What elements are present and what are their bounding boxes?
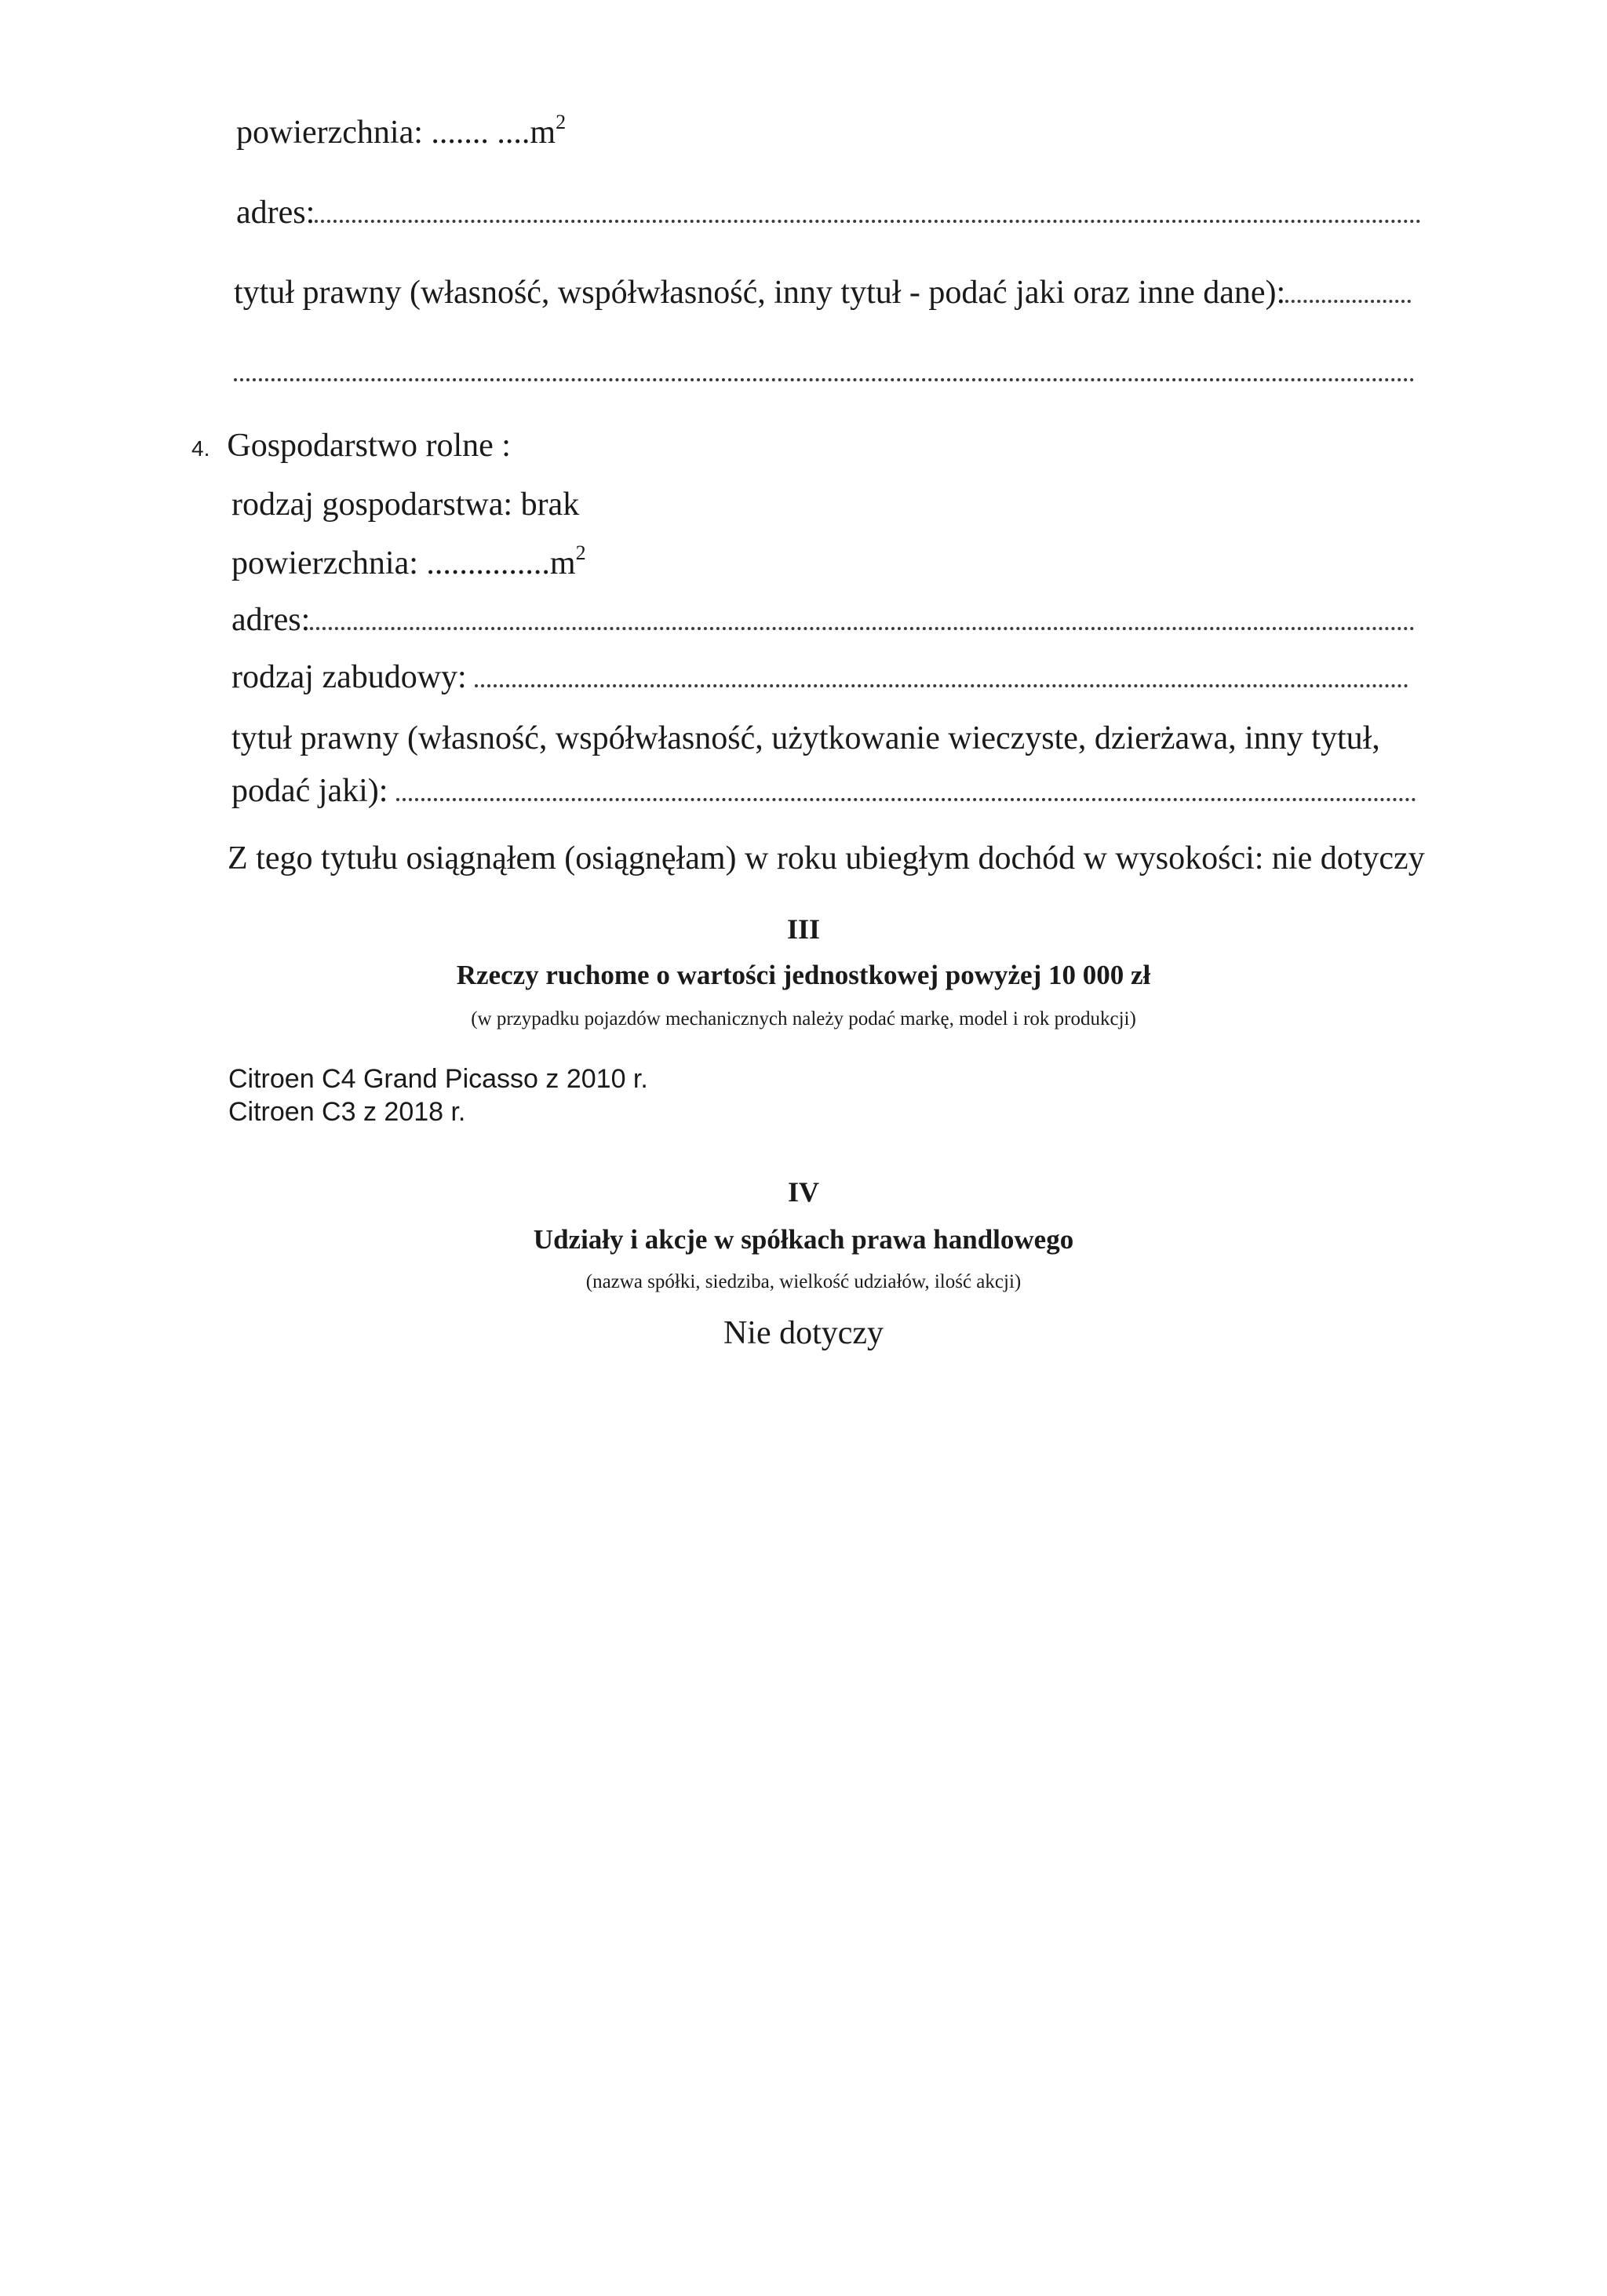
farm-address-label: adres: [231,602,311,638]
movable-item-1: Citroen C4 Grand Picasso z 2010 r. [228,1064,648,1094]
section-4-answer: Nie dotyczy [723,1315,884,1351]
farm-title-line [191,429,511,462]
farm-surface-unit: m [549,545,576,581]
farm-legal-title-line2 [231,774,1416,807]
section-3-number: III [786,913,821,945]
address-dots [315,196,1421,223]
farm-address-line [231,603,1415,636]
farm-surface-unit-sup: 2 [575,541,586,564]
farm-legal-title-1: tytuł prawny (własność, współwłasność, użytkowanie wieczyste, dzierżawa, inny tytuł, [231,720,1380,756]
farm-legal-title-2: podać jaki): [231,773,388,809]
legal-title-continuation [234,355,1415,388]
farm-type-line [231,488,579,521]
legal-title-dots [1285,276,1411,303]
farm-surface-line [231,541,586,581]
legal-title-line-top [234,276,1411,309]
section-4-number: IV [787,1176,819,1208]
surface-line-top [236,111,567,151]
address-line-top [236,196,1421,229]
farm-title: Gospodarstwo rolne : [227,428,511,464]
section-3-note: (w przypadku pojazdów mechanicznych należy podać markę, model i rok produkcji) [471,1008,1136,1030]
section-4-heading: Udziały i akcje w spółkach prawa handlowego [533,1224,1074,1255]
farm-address-dots [310,603,1415,630]
address-label: adres: [236,195,315,231]
surface-unit: m [530,115,556,151]
movable-item-2: Citroen C3 z 2018 r. [228,1097,466,1127]
legal-title-dots-2 [234,355,1415,381]
section-3-heading: Rzeczy ruchome o wartości jednostkowej powyżej 10 000 zł [456,960,1151,990]
section-4-note: (nazwa spółki, siedziba, wielkość udziałów, ilość akcji) [585,1271,1022,1292]
farm-legal-title-dots [396,774,1416,801]
farm-type: rodzaj gospodarstwa: brak [231,487,580,523]
legal-title-label: tytuł prawny (własność, współwłasność, inny tytuł - podać jaki oraz inne dane): [234,275,1286,311]
farm-building-label: rodzaj zabudowy: [231,659,467,695]
farm-income: Z tego tytułu osiągnąłem (osiągnęłam) w roku ubiegłym dochód w wysokości: nie dotyczy [228,840,1425,876]
farm-surface-dots: ............... [426,545,550,581]
farm-number: 4. [191,436,210,461]
farm-surface-label: powierzchnia: [231,545,418,581]
farm-building-dots [475,661,1408,687]
surface-unit-sup: 2 [556,111,567,133]
farm-income-line [228,842,1425,875]
farm-legal-title-line1 [231,722,1380,755]
farm-building-line [231,661,1408,694]
surface-dots: ....... .... [431,115,530,151]
surface-label: powierzchnia: [236,115,423,151]
